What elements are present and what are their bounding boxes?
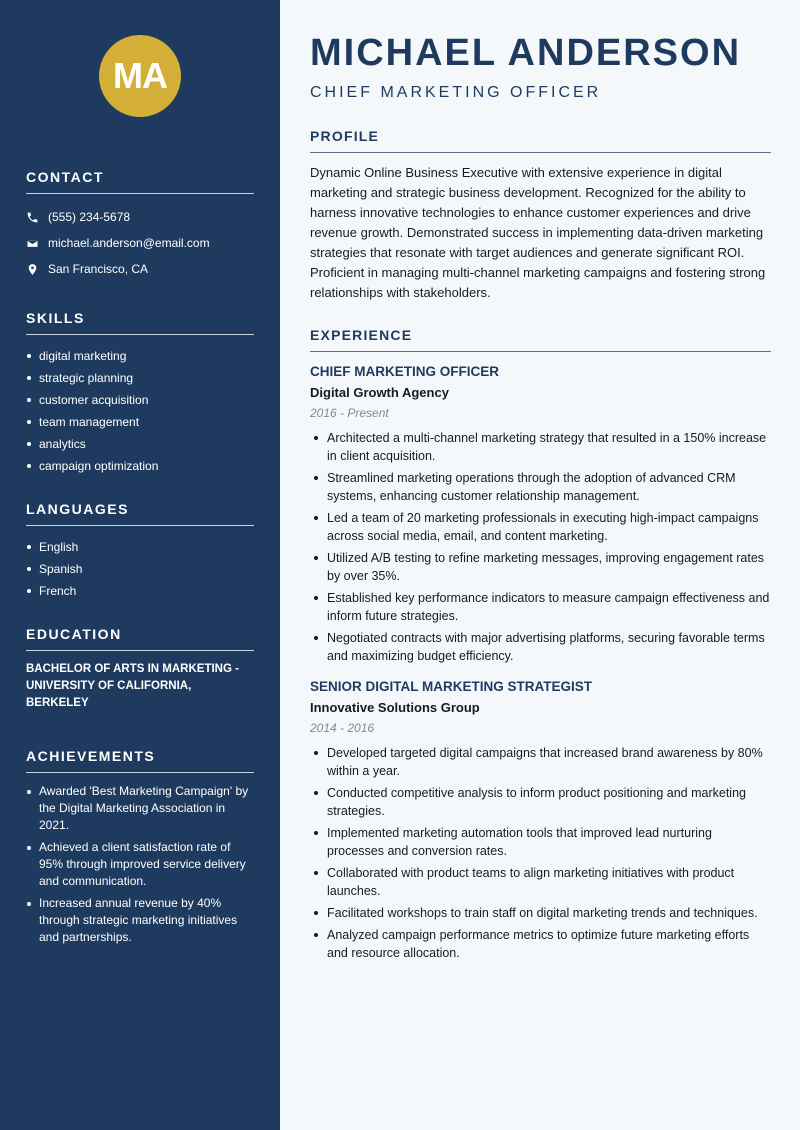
education-section xyxy=(26,626,254,712)
skill-item: analytics xyxy=(26,433,254,455)
job-company: Innovative Solutions Group xyxy=(310,700,480,715)
achievement-item: Increased annual revenue by 40% through strategic marketing initiatives and partnerships. xyxy=(26,895,254,946)
languages-section xyxy=(26,501,254,602)
job-bullet: Architected a multi-channel marketing strategy that resulted in a 150% increase in client acquisition. xyxy=(310,429,771,465)
profile-text: Dynamic Online Business Executive with extensive experience in digital marketing and strategic business development. Recognized for the ability to harness innovative technologies to enhance customer experiences and drive revenue growth. Demonstrated success in implementing data-driven marketing strategies that resonate with target audiences and generate significant ROI. Proficient in managing multi-channel marketing campaigns and fostering strong relationships with stakeholders. xyxy=(310,165,766,300)
job-bullet: Facilitated workshops to train staff on digital marketing trends and techniques. xyxy=(310,904,771,922)
skills-section xyxy=(26,310,254,477)
phone-icon xyxy=(26,211,39,224)
experience-section xyxy=(310,327,771,962)
contact-section xyxy=(26,169,254,282)
skills-heading: SKILLS xyxy=(26,310,254,335)
email-icon xyxy=(26,237,39,250)
skill-item: campaign optimization xyxy=(26,455,254,477)
job-dates: 2016 - Present xyxy=(310,406,389,420)
education-degree: BACHELOR OF ARTS IN MARKETING - UNIVERSITY OF CALIFORNIA, BERKELEY xyxy=(26,663,239,709)
skill-item: customer acquisition xyxy=(26,389,254,411)
skill-item: team management xyxy=(26,411,254,433)
achievement-item: Awarded 'Best Marketing Campaign' by the Digital Marketing Association in 2021. xyxy=(26,783,254,834)
education-heading: EDUCATION xyxy=(26,626,254,651)
email-text: michael.anderson@email.com xyxy=(48,236,210,250)
phone-text: (555) 234-5678 xyxy=(48,210,131,224)
skill-item: digital marketing xyxy=(26,345,254,367)
avatar: MA xyxy=(99,35,181,117)
job-company: Digital Growth Agency xyxy=(310,385,449,400)
job-bullet: Developed targeted digital campaigns that increased brand awareness by 80% within a year. xyxy=(310,744,771,780)
language-item: French xyxy=(26,580,254,602)
language-item: Spanish xyxy=(26,558,254,580)
language-item: English xyxy=(26,536,254,558)
sidebar xyxy=(0,0,280,1130)
achievement-item: Achieved a client satisfaction rate of 95% through improved service delivery and communication. xyxy=(26,839,254,890)
job-title: CHIEF MARKETING OFFICER xyxy=(310,364,499,379)
skill-item: strategic planning xyxy=(26,367,254,389)
job-dates: 2014 - 2016 xyxy=(310,721,375,735)
location-pin-icon xyxy=(26,263,39,276)
candidate-title: CHIEF MARKETING OFFICER xyxy=(310,84,602,101)
job-entry xyxy=(310,364,771,665)
job-bullet: Implemented marketing automation tools that improved lead nurturing processes and conversion rates. xyxy=(310,824,771,860)
achievements-section xyxy=(26,748,254,946)
location-text: San Francisco, CA xyxy=(48,262,149,276)
job-bullet: Established key performance indicators to measure campaign effectiveness and inform future strategies. xyxy=(310,589,771,625)
main-content xyxy=(310,0,771,966)
job-bullet: Negotiated contracts with major advertising platforms, securing favorable terms and maximizing budget efficiency. xyxy=(310,629,771,665)
contact-location xyxy=(26,256,254,282)
languages-heading: LANGUAGES xyxy=(26,501,254,526)
experience-heading: EXPERIENCE xyxy=(310,327,771,352)
profile-section xyxy=(310,128,771,303)
job-bullet: Led a team of 20 marketing professionals in executing high-impact campaigns across social media, email, and content marketing. xyxy=(310,509,771,545)
contact-phone xyxy=(26,204,254,230)
job-bullet: Analyzed campaign performance metrics to optimize future marketing efforts and resource allocation. xyxy=(310,926,771,962)
job-bullet: Collaborated with product teams to align marketing initiatives with product launches. xyxy=(310,864,771,900)
achievements-heading: ACHIEVEMENTS xyxy=(26,748,254,773)
job-title: SENIOR DIGITAL MARKETING STRATEGIST xyxy=(310,679,593,694)
candidate-name: MICHAEL ANDERSON xyxy=(310,32,742,74)
job-bullet: Utilized A/B testing to refine marketing messages, improving engagement rates by over 35%. xyxy=(310,549,771,585)
profile-heading: PROFILE xyxy=(310,128,771,153)
job-bullet: Streamlined marketing operations through the adoption of advanced CRM systems, enhancing customer relationship management. xyxy=(310,469,771,505)
contact-email xyxy=(26,230,254,256)
job-entry xyxy=(310,679,771,962)
contact-heading: CONTACT xyxy=(26,169,254,194)
job-bullet: Conducted competitive analysis to inform product positioning and marketing strategies. xyxy=(310,784,771,820)
